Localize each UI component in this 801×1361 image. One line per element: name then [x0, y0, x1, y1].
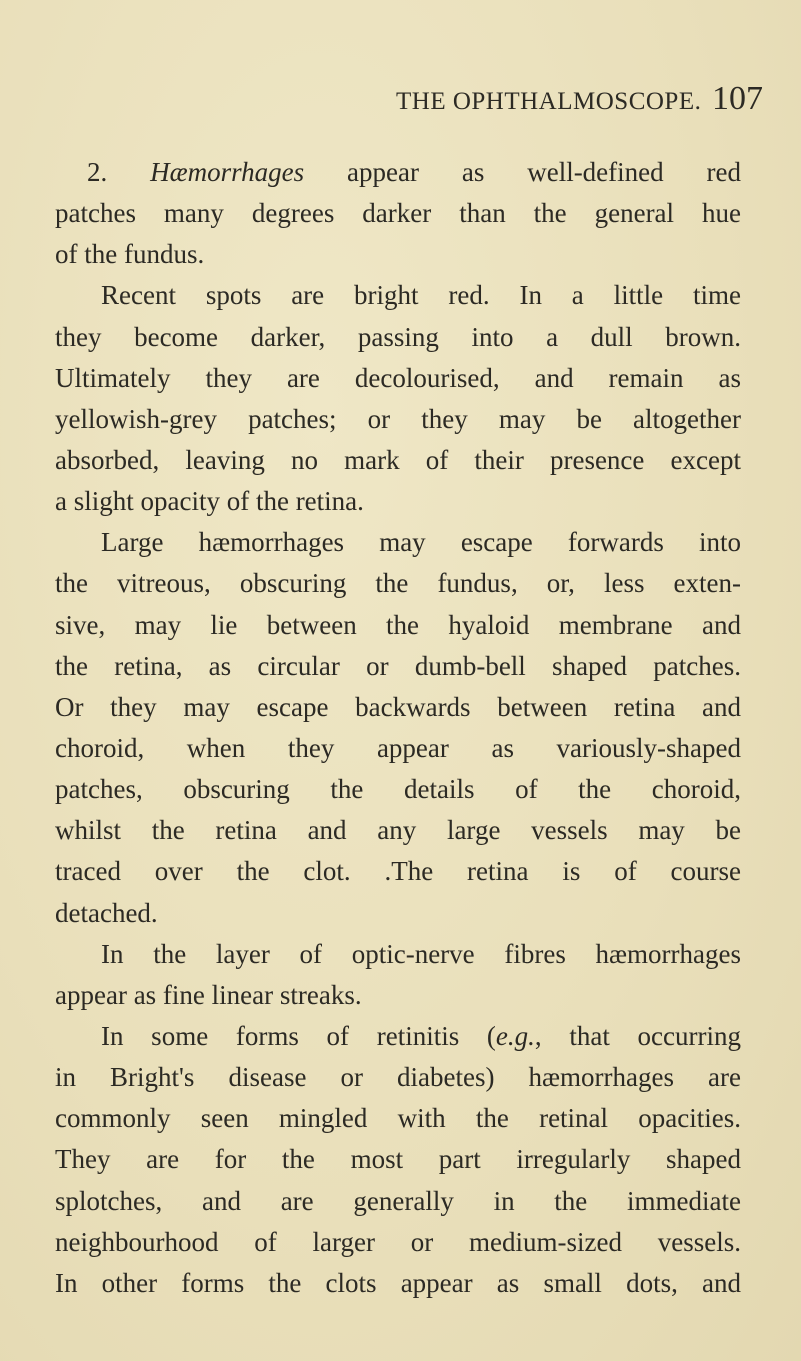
text-line	[55, 152, 741, 193]
text-line: sive, may lie between the hyaloid membrane and	[55, 609, 741, 640]
text-line: splotches, and are generally in the immediate	[55, 1185, 741, 1216]
text-line: patches many degrees darker than the general hue	[55, 198, 741, 229]
italic-term: Hæmorrhages	[150, 157, 305, 187]
running-head: THE OPHTHALMOSCOPE.	[396, 88, 702, 115]
text-line: Ultimately they are decolourised, and remain as	[55, 362, 741, 393]
item-number: 2.	[87, 157, 151, 187]
text-line: In the layer of optic-nerve fibres hæmorrhages	[101, 938, 741, 969]
text-line: whilst the retina and any large vessels may be	[55, 815, 741, 846]
text-line: They are for the most part irregularly shaped	[55, 1144, 741, 1175]
text-line: neighbourhood of larger or medium-sized vessels.	[55, 1226, 741, 1257]
text-line: Or they may escape backwards between retina and	[55, 691, 741, 722]
text-line: the retina, as circular or dumb-bell shaped patches.	[55, 650, 741, 681]
text-line: patches, obscuring the details of the choroid,	[55, 774, 741, 805]
text-line: in Bright's disease or diabetes) hæmorrhages are	[55, 1062, 741, 1093]
text-line: the vitreous, obscuring the fundus, or, less exten-	[55, 568, 741, 599]
text-line: In other forms the clots appear as small dots, and	[55, 1267, 741, 1298]
text-line: a slight opacity of the retina.	[55, 486, 364, 517]
text-line: appear as fine linear streaks.	[55, 979, 362, 1010]
text-line: choroid, when they appear as variously-shaped	[55, 732, 741, 763]
line-segment: , that occurring	[534, 1020, 741, 1051]
line-segment: appear as well-defined red	[304, 157, 741, 187]
text-line: Recent spots are bright red. In a little time	[101, 280, 741, 311]
text-line: they become darker, passing into a dull brown.	[55, 321, 741, 352]
italic-abbreviation: e.g.	[495, 1020, 535, 1051]
text-line: commonly seen mingled with the retinal opacities.	[55, 1103, 741, 1134]
page-number: 107	[712, 80, 763, 117]
body-text	[55, 152, 741, 1304]
text-line: yellowish-grey patches; or they may be altogether	[55, 403, 741, 434]
text-line: detached.	[55, 897, 158, 928]
text-line: of the fundus.	[55, 239, 205, 270]
text-line	[55, 1016, 741, 1057]
text-line: absorbed, leaving no mark of their presence except	[55, 444, 741, 475]
text-line: traced over the clot. .The retina is of course	[55, 856, 741, 887]
text-line: Large hæmorrhages may escape forwards into	[101, 527, 741, 558]
line-segment: In some forms of retinitis (	[101, 1020, 496, 1051]
